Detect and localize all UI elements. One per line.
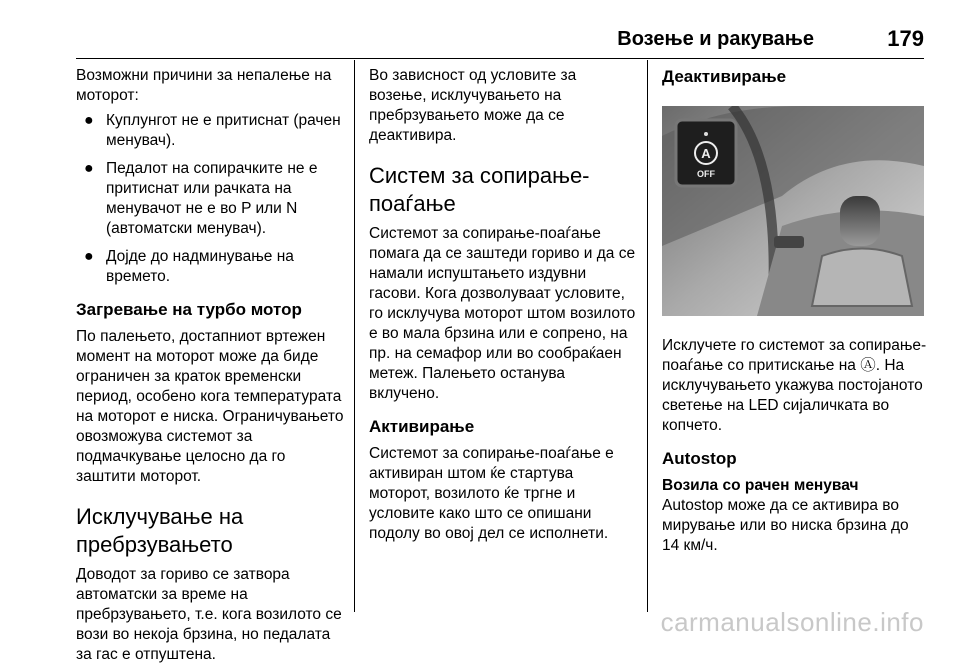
column-1 [76,66,344,665]
paragraph-activation: Системот за сопирање-поаѓање е активиран штом ќе стартува моторот, возилото ќе тргне и условите како што се опишани подолу во овој дел се исполнети. [369,445,614,542]
list-item: ● Педалот на сопирачките не е притиснат или рачката на менувачот не е во P или N (автоматски менувач). [84,160,318,237]
column-3 [662,66,930,556]
list-item: ● Куплунгот не е притиснат (рачен менувач). [84,112,341,149]
watermark: carmanualsonline.info [660,607,924,637]
off-label: OFF [697,169,715,179]
column-divider-1 [354,60,355,612]
svg-text:A: A [701,146,711,161]
heading-turbo: Загревање на турбо мотор [76,300,302,319]
heading-activation: Активирање [369,417,475,436]
heading-autostop: Autostop [662,449,737,468]
page-number: 179 [887,26,924,51]
heading-manual-transmission: Возила со рачен менувач [662,477,859,494]
column-divider-2 [647,60,648,612]
reasons-list [76,111,344,287]
heading-deactivation: Деактивирање [662,67,787,86]
bullet-icon: ● [84,248,94,265]
paragraph-manual-transmission: Autostop може да се активира во мирување или во ниска брзина до 14 км/ч. [662,497,909,554]
paragraph-continued: Во зависност од условите за возење, исклучувањето на пребрзувањето може да се деактивира. [369,67,577,144]
paragraph-deactivation: Исклучете го системот за сопирање-поаѓање со притискање на Ⓐ. На исклучувањето укажува постојаното светење на LED сијаличката во копчето. [662,337,927,434]
paragraph-overrun: Доводот за гориво се затвора автоматски за време на пребрзувањето, т.е. кога возилото се вози во некоја брзина, но педалата за гас е отпуштена. [76,566,342,663]
bullet-icon: ● [84,160,94,177]
column-2 [369,66,637,544]
list-item: ● Дојде до надминување на времето. [84,248,294,285]
heading-overrun: Исклучување на пребрзувањето [76,504,244,557]
header-rule [76,58,924,59]
intro-text: Возможни причини за непалење на моторот: [76,67,332,104]
heading-stop-start: Систем за сопирање-поаѓање [369,163,590,216]
stop-start-button-photo [662,106,924,316]
paragraph-turbo: По палењето, достапниот вртежен момент на моторот може да биде ограничен за краток временски период, особено кога температурата на моторот е ниска. Ограничувањето овозможува системот за подмачкување целосно да го заштити моторот. [76,328,344,485]
paragraph-stop-start: Системот за сопирање-поаѓање помага да се заштеди гориво и да се намали испуштањето издувни гасови. Кога дозволуваат условите, го исклучува моторот штом возилото е во мала брзина или е сопрено, на пр. на семафор или во сообраќаен метеж. Палењето останува вклучено. [369,225,636,402]
page-header [76,24,924,58]
bullet-icon: ● [84,112,94,129]
section-title: Возење и ракување [617,28,814,50]
